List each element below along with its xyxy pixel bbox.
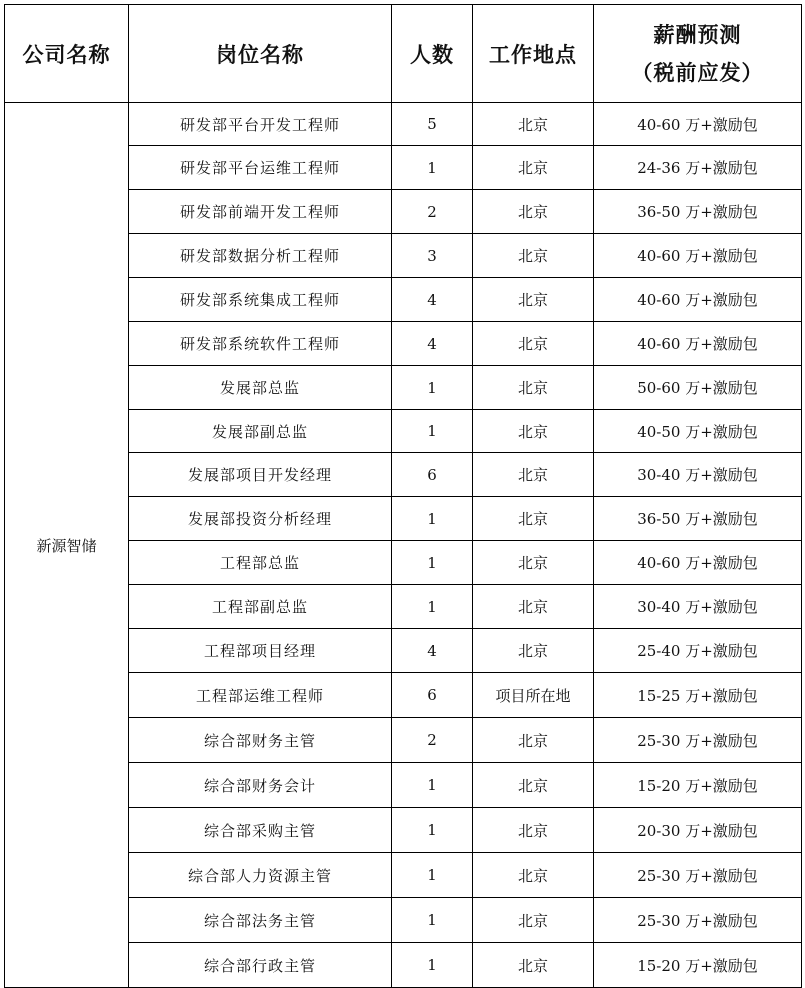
position-cell: 发展部总监 xyxy=(129,366,392,410)
position-cell: 工程部项目经理 xyxy=(129,629,392,673)
salary-cell: 30-40 万+激励包 xyxy=(594,585,802,629)
location-cell: 北京 xyxy=(473,278,594,322)
location-cell: 北京 xyxy=(473,322,594,366)
position-cell: 综合部人力资源主管 xyxy=(129,853,392,898)
salary-cell: 25-30 万+激励包 xyxy=(594,718,802,763)
salary-cell: 40-60 万+激励包 xyxy=(594,234,802,278)
location-cell: 北京 xyxy=(473,808,594,853)
count-cell: 1 xyxy=(392,853,473,898)
location-cell: 北京 xyxy=(473,541,594,585)
salary-cell: 25-30 万+激励包 xyxy=(594,898,802,943)
salary-cell: 36-50 万+激励包 xyxy=(594,190,802,234)
position-cell: 工程部总监 xyxy=(129,541,392,585)
count-cell: 1 xyxy=(392,585,473,629)
position-cell: 综合部法务主管 xyxy=(129,898,392,943)
location-cell: 北京 xyxy=(473,629,594,673)
count-cell: 1 xyxy=(392,146,473,190)
salary-cell: 40-60 万+激励包 xyxy=(594,103,802,146)
salary-cell: 20-30 万+激励包 xyxy=(594,808,802,853)
salary-cell: 40-60 万+激励包 xyxy=(594,278,802,322)
position-cell: 工程部副总监 xyxy=(129,585,392,629)
table-row xyxy=(5,103,802,146)
location-cell: 北京 xyxy=(473,943,594,988)
header-location: 工作地点 xyxy=(473,5,594,103)
position-cell: 综合部财务主管 xyxy=(129,718,392,763)
position-cell: 发展部副总监 xyxy=(129,410,392,453)
location-cell: 北京 xyxy=(473,146,594,190)
header-count: 人数 xyxy=(392,5,473,103)
count-cell: 5 xyxy=(392,103,473,146)
location-cell: 北京 xyxy=(473,190,594,234)
salary-cell: 25-40 万+激励包 xyxy=(594,629,802,673)
count-cell: 3 xyxy=(392,234,473,278)
location-cell: 北京 xyxy=(473,103,594,146)
count-cell: 6 xyxy=(392,453,473,497)
salary-cell: 40-60 万+激励包 xyxy=(594,541,802,585)
location-cell: 北京 xyxy=(473,366,594,410)
count-cell: 2 xyxy=(392,190,473,234)
company-name-cell: 新源智储 xyxy=(5,103,129,988)
location-cell: 北京 xyxy=(473,585,594,629)
location-cell: 北京 xyxy=(473,234,594,278)
count-cell: 1 xyxy=(392,410,473,453)
position-cell: 发展部项目开发经理 xyxy=(129,453,392,497)
salary-cell: 30-40 万+激励包 xyxy=(594,453,802,497)
location-cell: 北京 xyxy=(473,497,594,541)
salary-cell: 40-50 万+激励包 xyxy=(594,410,802,453)
salary-cell: 15-20 万+激励包 xyxy=(594,943,802,988)
position-cell: 研发部平台开发工程师 xyxy=(129,103,392,146)
salary-cell: 15-25 万+激励包 xyxy=(594,673,802,718)
header-salary-line1: 薪酬预测 xyxy=(653,22,742,47)
table-body xyxy=(5,103,802,988)
salary-cell: 25-30 万+激励包 xyxy=(594,853,802,898)
location-cell: 北京 xyxy=(473,763,594,808)
position-cell: 综合部采购主管 xyxy=(129,808,392,853)
salary-cell: 36-50 万+激励包 xyxy=(594,497,802,541)
header-company: 公司名称 xyxy=(5,5,129,103)
location-cell: 项目所在地 xyxy=(473,673,594,718)
position-cell: 综合部财务会计 xyxy=(129,763,392,808)
header-salary-line2: （税前应发） xyxy=(631,60,764,85)
count-cell: 4 xyxy=(392,278,473,322)
count-cell: 1 xyxy=(392,366,473,410)
count-cell: 4 xyxy=(392,629,473,673)
position-cell: 发展部投资分析经理 xyxy=(129,497,392,541)
recruitment-table xyxy=(4,4,802,988)
location-cell: 北京 xyxy=(473,718,594,763)
location-cell: 北京 xyxy=(473,453,594,497)
salary-cell: 40-60 万+激励包 xyxy=(594,322,802,366)
count-cell: 4 xyxy=(392,322,473,366)
location-cell: 北京 xyxy=(473,853,594,898)
position-cell: 研发部系统集成工程师 xyxy=(129,278,392,322)
count-cell: 6 xyxy=(392,673,473,718)
header-row xyxy=(5,5,802,103)
count-cell: 1 xyxy=(392,943,473,988)
count-cell: 1 xyxy=(392,541,473,585)
position-cell: 研发部数据分析工程师 xyxy=(129,234,392,278)
salary-cell: 24-36 万+激励包 xyxy=(594,146,802,190)
count-cell: 2 xyxy=(392,718,473,763)
header-position: 岗位名称 xyxy=(129,5,392,103)
position-cell: 研发部系统软件工程师 xyxy=(129,322,392,366)
position-cell: 研发部前端开发工程师 xyxy=(129,190,392,234)
count-cell: 1 xyxy=(392,497,473,541)
location-cell: 北京 xyxy=(473,898,594,943)
position-cell: 综合部行政主管 xyxy=(129,943,392,988)
salary-cell: 15-20 万+激励包 xyxy=(594,763,802,808)
count-cell: 1 xyxy=(392,808,473,853)
position-cell: 工程部运维工程师 xyxy=(129,673,392,718)
salary-cell: 50-60 万+激励包 xyxy=(594,366,802,410)
count-cell: 1 xyxy=(392,763,473,808)
position-cell: 研发部平台运维工程师 xyxy=(129,146,392,190)
location-cell: 北京 xyxy=(473,410,594,453)
count-cell: 1 xyxy=(392,898,473,943)
header-salary xyxy=(594,5,802,103)
